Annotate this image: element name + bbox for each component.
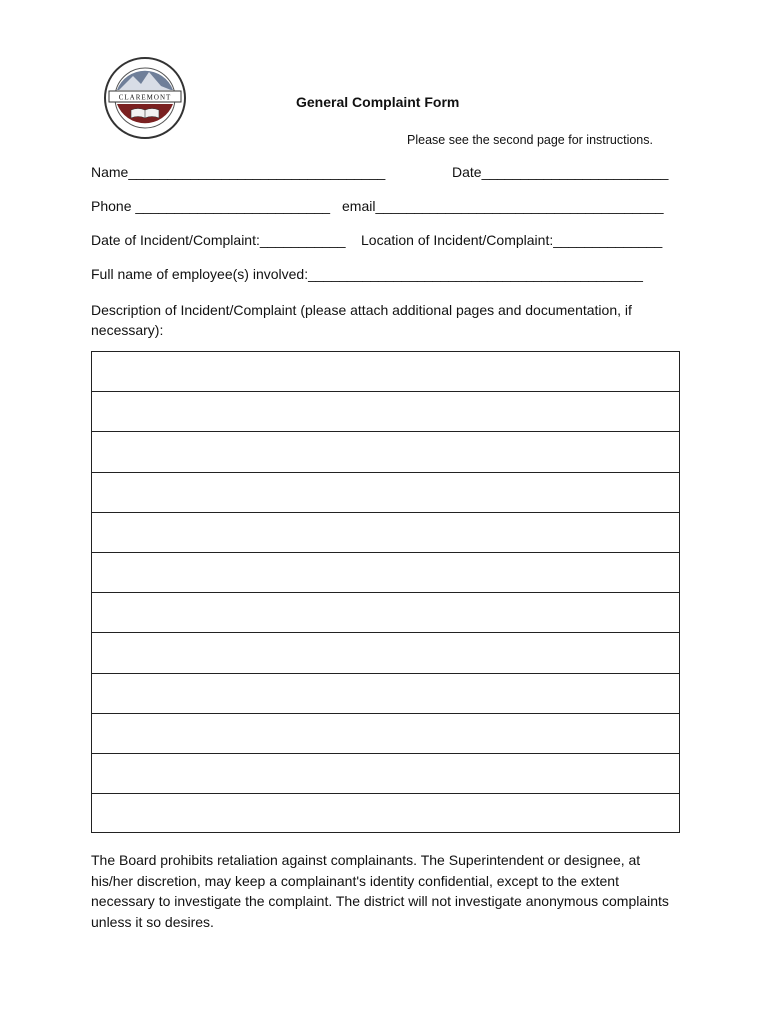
district-seal-logo [103,56,187,140]
description-line[interactable] [92,674,679,714]
phone-field[interactable]: Phone _________________________ [91,198,331,214]
description-box[interactable] [91,351,680,833]
name-field[interactable]: Name_________________________________ [91,164,386,180]
incident-date-field[interactable]: Date of Incident/Complaint:___________ [91,232,346,248]
description-line[interactable] [92,352,679,392]
description-line[interactable] [92,432,679,472]
description-line[interactable] [92,633,679,673]
description-line[interactable] [92,794,679,834]
description-line[interactable] [92,593,679,633]
description-line[interactable] [92,473,679,513]
description-line[interactable] [92,754,679,794]
logo-text: CLAREMONT [118,93,172,102]
employees-involved-field[interactable]: Full name of employee(s) involved:___________________________________________ [91,266,643,282]
description-line[interactable] [92,513,679,553]
description-label: Description of Incident/Complaint (please attach additional pages and documentation, if necessary): [91,302,632,338]
retaliation-notice: The Board prohibits retaliation against complainants. The Superintendent or designee, at his/her discretion, may keep a complainant's identity confidential, except to the extent necessary to investigate the complaint. The district will not investigate anonymous complaints unless it so desires. [91,852,669,930]
description-line[interactable] [92,392,679,432]
incident-location-field[interactable]: Location of Incident/Complaint:______________ [361,232,663,248]
description-line[interactable] [92,714,679,754]
form-title: General Complaint Form [296,94,460,110]
email-field[interactable]: email_____________________________________ [342,198,664,214]
description-line[interactable] [92,553,679,593]
date-field[interactable]: Date________________________ [452,164,669,180]
instructions-note: Please see the second page for instructions. [407,133,653,147]
